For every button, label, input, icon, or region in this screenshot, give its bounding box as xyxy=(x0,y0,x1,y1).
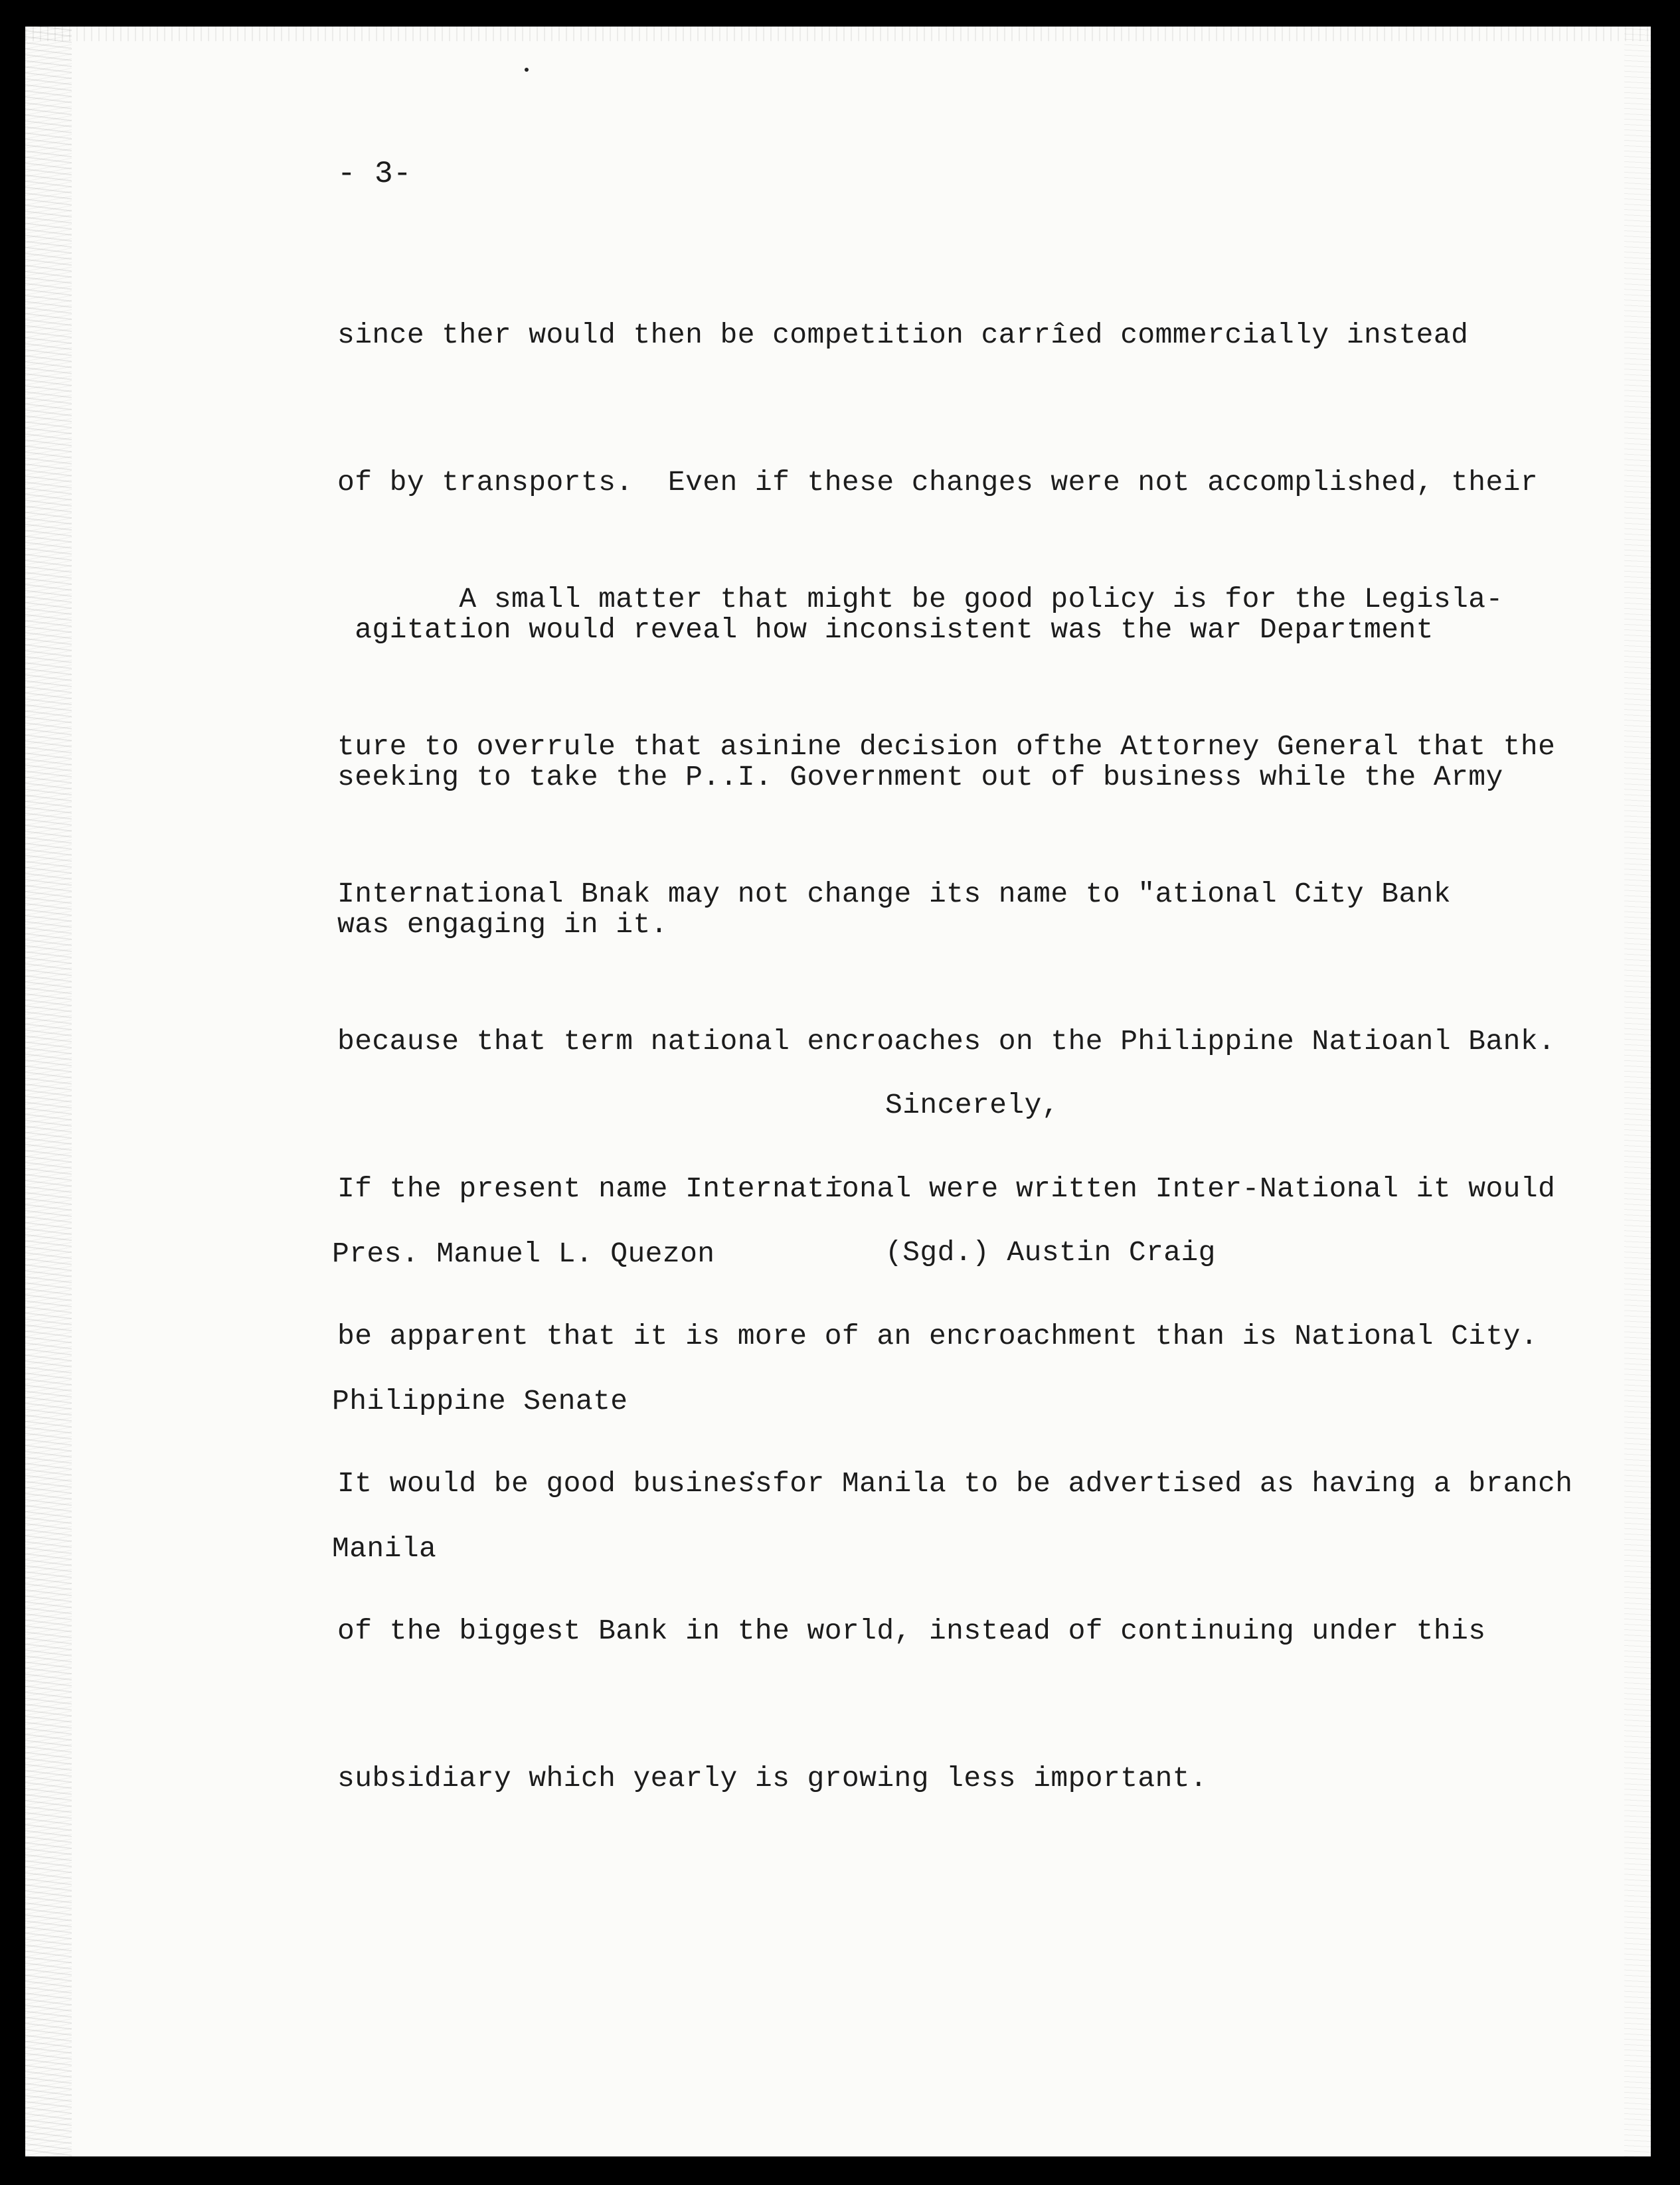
recipient-address xyxy=(332,1131,715,1672)
paragraph-line: subsidiary which yearly is growing less important. xyxy=(337,1762,1208,1795)
recipient-org: Philippine Senate xyxy=(332,1385,628,1417)
paragraph-line: International Bnak may not change its name to "ational City Bank xyxy=(337,878,1452,910)
letter-closing xyxy=(885,983,1216,1376)
recipient-city: Manila xyxy=(332,1532,437,1565)
paragraph-line: was engaging in it. xyxy=(337,908,668,941)
recipient-name: Pres. Manuel L. Quezon xyxy=(332,1238,715,1270)
scan-speckle-right xyxy=(1624,27,1651,2156)
scan-speckle-top xyxy=(25,27,1651,41)
paragraph-line: ture to overrule that asinine decision ofthe Attorney General that the xyxy=(337,730,1556,763)
scan-dot xyxy=(525,68,529,72)
page-number: - 3- xyxy=(337,157,412,191)
scan-speckle-left xyxy=(25,27,72,2156)
paragraph-line: because that term national encroaches on the Philippine Natioanl Bank. xyxy=(337,1025,1556,1058)
signature: (Sgd.) Austin Craig xyxy=(885,1236,1216,1269)
paragraph-line: agitation would reveal how inconsistent was the war Department xyxy=(337,613,1434,646)
paragraph-line: of the biggest Bank in the world, instead of continuing under this xyxy=(337,1615,1486,1647)
paragraph-line: be apparent that it is more of an encroachment than is National City. xyxy=(337,1320,1539,1352)
paragraph-line: seeking to take the P..I. Government out of business while the Army xyxy=(337,761,1503,793)
document-page xyxy=(25,27,1651,2156)
paragraph-line: If the present name International were written Inter-National it would xyxy=(337,1173,1556,1205)
salutation: Sincerely, xyxy=(885,1089,1060,1121)
paragraph-line: since ther would then be competition carrîed commercially instead xyxy=(337,319,1469,351)
paragraph-line: of by transports. Even if these changes were not accomplished, their xyxy=(337,466,1539,499)
paragraph-line: It would be good businessfor Manila to be advertised as having a branch xyxy=(337,1467,1573,1500)
paragraph-line: A small matter that might be good policy is for the Legisla- xyxy=(337,583,1503,615)
